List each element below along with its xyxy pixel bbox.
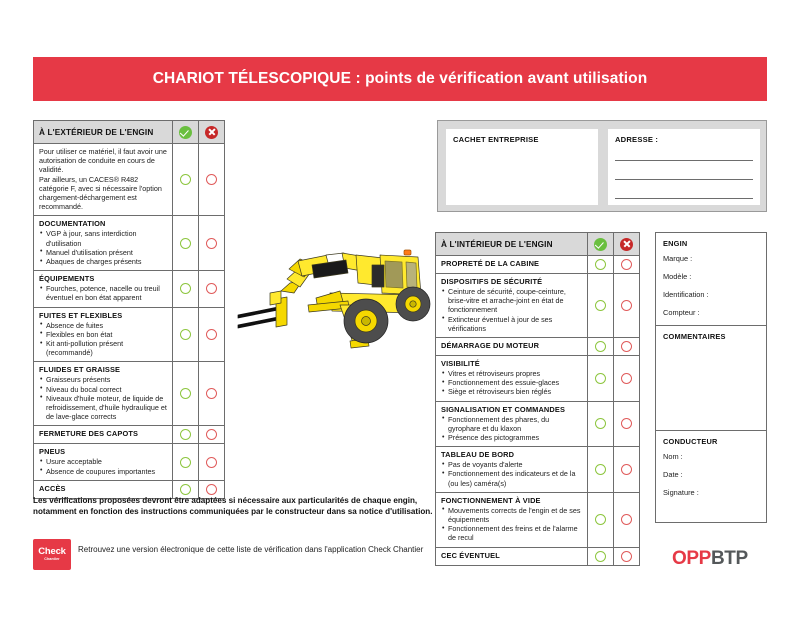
checklist-item: • Fonctionnement des essuie-glaces	[441, 378, 582, 387]
checkbox-ok[interactable]	[180, 457, 191, 468]
checklist-item: • Vitres et rétroviseurs propres	[441, 369, 582, 378]
engin-field-identification[interactable]: Identification :	[663, 290, 709, 299]
commentaires-card[interactable]	[655, 325, 767, 430]
checklist-item: • Fonctionnement des phares, du gyrophare et du klaxon	[441, 415, 582, 433]
checkbox-ok[interactable]	[180, 429, 191, 440]
checklist-row-items	[39, 321, 167, 358]
page-title-banner	[33, 57, 767, 101]
checklist-row	[436, 493, 639, 548]
checkbox-ok[interactable]	[180, 283, 191, 294]
checkbox-ok[interactable]	[595, 373, 606, 384]
page-title: CHARIOT TÉLESCOPIQUE : points de vérification avant utilisation	[152, 70, 648, 87]
checkbox-no[interactable]	[621, 464, 632, 475]
checklist-item: • Fonctionnement des freins et de l'alarme de recul	[441, 524, 582, 542]
checkbox-no-cell[interactable]	[198, 271, 224, 306]
checkbox-no-cell[interactable]	[613, 402, 639, 447]
checkbox-no[interactable]	[206, 329, 217, 340]
checklist-row-items	[441, 506, 582, 543]
checklist-row-items	[441, 415, 582, 443]
checkbox-no[interactable]	[206, 457, 217, 468]
check-chantier-logo	[33, 539, 71, 570]
checklist-row-content	[436, 338, 587, 355]
checkbox-no[interactable]	[206, 484, 217, 495]
checklist-row-content	[34, 362, 172, 425]
address-write-line	[615, 160, 753, 161]
checkbox-no-cell[interactable]	[613, 356, 639, 401]
checkbox-no-cell[interactable]	[198, 308, 224, 362]
conducteur-card	[655, 430, 767, 523]
checklist-item: • Pas de voyants d'alerte	[441, 460, 582, 469]
telehandler-illustration	[232, 243, 437, 355]
address-box[interactable]	[608, 129, 760, 205]
checkbox-no[interactable]	[621, 373, 632, 384]
commentaires-title: COMMENTAIRES	[663, 332, 726, 341]
checkbox-no[interactable]	[621, 514, 632, 525]
check-circle-icon	[179, 126, 192, 139]
checklist-row-content	[436, 256, 587, 273]
conducteur-title: CONDUCTEUR	[663, 437, 718, 446]
checklist-row-items	[39, 375, 167, 421]
checkbox-ok-cell[interactable]	[172, 362, 198, 425]
checklist-row	[436, 447, 639, 493]
checklist-item: • VGP à jour, sans interdiction d'utilisation	[39, 229, 167, 247]
checklist-row	[34, 271, 224, 307]
oppbtp-logo	[672, 548, 748, 570]
checkbox-no-cell[interactable]	[613, 256, 639, 273]
check-chantier-logo-line1: Check	[38, 546, 66, 557]
checkbox-ok-cell[interactable]	[587, 447, 613, 492]
checklist-row-content	[34, 216, 172, 270]
checkbox-ok[interactable]	[595, 464, 606, 475]
checkbox-no[interactable]	[621, 341, 632, 352]
checklist-row	[436, 402, 639, 448]
checklist-item: • Niveau du bocal correct	[39, 385, 167, 394]
checklist-row	[436, 338, 639, 356]
checklist-row-content	[436, 447, 587, 492]
checklist-item: • Présence des pictogrammes	[441, 433, 582, 442]
checkbox-no-cell[interactable]	[613, 493, 639, 547]
exterior-table-header	[34, 121, 224, 144]
checklist-row	[436, 548, 639, 565]
engin-field-modele[interactable]: Modèle :	[663, 272, 692, 281]
checkbox-ok-cell[interactable]	[587, 338, 613, 355]
footer-note: Les vérifications proposées devront être adaptées si nécessaire aux particularités de chaque engin, notamment en fonction des instructions communiquées par le constructeur dans sa notice d'utilisation.	[33, 496, 433, 517]
oppbtp-logo-grey: BTP	[710, 548, 748, 569]
oppbtp-logo-red: OPP	[672, 548, 711, 569]
checkbox-no[interactable]	[206, 174, 217, 185]
checklist-item: • Usure acceptable	[39, 457, 167, 466]
checkbox-no[interactable]	[621, 551, 632, 562]
checkbox-ok-cell[interactable]	[172, 308, 198, 362]
conducteur-field-nom[interactable]: Nom :	[663, 452, 683, 461]
checklist-row	[34, 216, 224, 271]
footer-app-text: Retrouvez une version électronique de cette liste de vérification dans l'application Check Chantier	[78, 545, 424, 554]
exterior-col-ok	[172, 121, 198, 143]
checklist-row-items	[39, 457, 167, 475]
checklist-row-title: ÉQUIPEMENTS	[39, 274, 95, 284]
checklist-item: • Niveaux d'huile moteur, de liquide de refroidissement, d'huile hydraulique et de lave-glace corrects	[39, 394, 167, 422]
checklist-row-paragraph: Pour utiliser ce matériel, il faut avoir une autorisation de conduite en cours de validité. Par ailleurs, un CACES® R482 catégorie F, avec si nécessaire l'option chargement-déchargement est recommandé.	[39, 147, 167, 212]
checkbox-ok-cell[interactable]	[587, 548, 613, 565]
checklist-row-title: DOCUMENTATION	[39, 219, 106, 229]
checkbox-no-cell[interactable]	[613, 548, 639, 565]
checkbox-no[interactable]	[206, 238, 217, 249]
engin-card	[655, 232, 767, 325]
interior-table-header	[436, 233, 639, 256]
checkbox-no[interactable]	[206, 388, 217, 399]
checklist-row-items	[39, 229, 167, 266]
exterior-checklist-table	[33, 120, 225, 499]
checklist-row	[34, 444, 224, 480]
checklist-row-title: FERMETURE DES CAPOTS	[39, 429, 139, 439]
address-write-line	[615, 198, 753, 199]
checklist-row	[34, 362, 224, 426]
checklist-item: • Fonctionnement des indicateurs et de la (ou les) caméra(s)	[441, 469, 582, 487]
engin-field-marque[interactable]: Marque :	[663, 254, 693, 263]
checklist-row-content	[34, 444, 172, 479]
checklist-row-title: FLUIDES ET GRAISSE	[39, 365, 121, 375]
checklist-row-title: FUITES ET FLEXIBLES	[39, 310, 123, 320]
conducteur-field-date[interactable]: Date :	[663, 470, 683, 479]
checklist-row	[436, 356, 639, 402]
checklist-row-title: FONCTIONNEMENT À VIDE	[441, 495, 541, 505]
checklist-row-content	[34, 144, 172, 215]
company-stamp-box[interactable]	[446, 129, 598, 205]
checklist-row	[34, 144, 224, 216]
checklist-item: • Graisseurs présents	[39, 375, 167, 384]
checkbox-no-cell[interactable]	[613, 274, 639, 337]
engin-title: ENGIN	[663, 239, 688, 248]
checklist-item: • Flexibles en bon état	[39, 330, 167, 339]
checklist-row-title: PROPRETÉ DE LA CABINE	[441, 259, 540, 268]
cross-circle-icon	[620, 238, 633, 251]
checkbox-ok[interactable]	[595, 418, 606, 429]
checkbox-ok[interactable]	[595, 551, 606, 562]
checklist-row	[436, 256, 639, 274]
checklist-row-content	[436, 274, 587, 337]
checkbox-ok-cell[interactable]	[172, 271, 198, 306]
checkbox-ok[interactable]	[180, 238, 191, 249]
checkbox-ok[interactable]	[595, 341, 606, 352]
checklist-row-content	[436, 356, 587, 401]
checklist-row-content	[436, 402, 587, 447]
checkbox-ok[interactable]	[595, 259, 606, 270]
checklist-row-content	[34, 426, 172, 443]
checklist-row-content	[436, 493, 587, 547]
interior-col-no	[613, 233, 639, 255]
checkbox-ok[interactable]	[595, 514, 606, 525]
checkbox-no-cell[interactable]	[198, 216, 224, 270]
interior-checklist-table	[435, 232, 640, 566]
checklist-item: • Manuel d'utilisation présent	[39, 248, 167, 257]
checkbox-ok[interactable]	[180, 174, 191, 185]
checkbox-ok-cell[interactable]	[172, 144, 198, 215]
checkbox-ok-cell[interactable]	[587, 256, 613, 273]
checkbox-ok-cell[interactable]	[172, 216, 198, 270]
checklist-item: • Absence de fuites	[39, 321, 167, 330]
checkbox-ok[interactable]	[180, 388, 191, 399]
checklist-row-title: TABLEAU DE BORD	[441, 450, 515, 460]
stamp-address-panel	[437, 120, 767, 212]
checklist-row-content	[34, 308, 172, 362]
checkbox-no-cell[interactable]	[198, 144, 224, 215]
checkbox-ok-cell[interactable]	[587, 493, 613, 547]
checkbox-ok-cell[interactable]	[172, 444, 198, 479]
checklist-row-title: DISPOSITIFS DE SÉCURITÉ	[441, 277, 543, 286]
checklist-item: • Kit anti-pollution présent (recommandé)	[39, 339, 167, 357]
engin-field-compteur[interactable]: Compteur :	[663, 308, 700, 317]
checkbox-no[interactable]	[206, 283, 217, 294]
checklist-row-title: CEC ÉVENTUEL	[441, 550, 500, 560]
checkbox-ok[interactable]	[180, 484, 191, 495]
address-write-line	[615, 179, 753, 180]
checkbox-no-cell[interactable]	[198, 444, 224, 479]
check-chantier-logo-line2: Chantier	[44, 557, 60, 561]
vehicle-info-column	[655, 232, 767, 523]
check-circle-icon	[594, 238, 607, 251]
conducteur-field-signature[interactable]: Signature :	[663, 488, 699, 497]
checklist-row-title: PNEUS	[39, 447, 66, 457]
checkbox-no[interactable]	[621, 259, 632, 270]
exterior-table-header-label: À L'EXTÉRIEUR DE L'ENGIN	[39, 127, 154, 137]
checklist-row	[34, 426, 224, 444]
checklist-row-title: DÉMARRAGE DU MOTEUR	[441, 341, 540, 351]
checkbox-ok-cell[interactable]	[587, 356, 613, 401]
interior-col-ok	[587, 233, 613, 255]
checkbox-no[interactable]	[206, 429, 217, 440]
checkbox-no-cell[interactable]	[198, 426, 224, 443]
checklist-row-content	[436, 548, 587, 565]
checkbox-no[interactable]	[621, 300, 632, 311]
checklist-row-items	[39, 284, 167, 302]
checklist-item: • Ceinture de sécurité, coupe-ceinture, brise-vitre et arrache-joint en état de fonctionnement	[441, 287, 582, 315]
checklist-item: • Abaques de charges présents	[39, 257, 167, 266]
checklist-row	[436, 274, 639, 338]
checkbox-no-cell[interactable]	[613, 338, 639, 355]
checkbox-ok-cell[interactable]	[587, 274, 613, 337]
checkbox-no-cell[interactable]	[613, 447, 639, 492]
checkbox-no-cell[interactable]	[198, 362, 224, 425]
cross-circle-icon	[205, 126, 218, 139]
checklist-item: • Absence de coupures importantes	[39, 467, 167, 476]
address-label: ADRESSE :	[615, 135, 659, 144]
exterior-col-no	[198, 121, 224, 143]
checklist-row-items	[441, 369, 582, 397]
checklist-row-title: VISIBILITÉ	[441, 359, 480, 369]
checklist-row-title: ACCÈS	[39, 483, 66, 493]
checklist-item: • Extincteur éventuel à jour de ses vérifications	[441, 315, 582, 333]
checkbox-no[interactable]	[621, 418, 632, 429]
interior-table-header-label: À L'INTÉRIEUR DE L'ENGIN	[441, 239, 553, 249]
checklist-item: • Siège et rétroviseurs bien réglés	[441, 387, 582, 396]
checklist-row-title: SIGNALISATION ET COMMANDES	[441, 404, 566, 414]
checkbox-ok-cell[interactable]	[587, 402, 613, 447]
checkbox-ok[interactable]	[180, 329, 191, 340]
company-stamp-label: CACHET ENTREPRISE	[453, 135, 539, 144]
checklist-row-items	[441, 460, 582, 488]
checklist-row	[34, 308, 224, 363]
checklist-item: • Fourches, potence, nacelle ou treuil éventuel en bon état apparent	[39, 284, 167, 302]
checklist-row-content	[34, 271, 172, 306]
checkbox-ok-cell[interactable]	[172, 426, 198, 443]
checkbox-ok[interactable]	[595, 300, 606, 311]
checklist-item: • Mouvements corrects de l'engin et de ses équipements	[441, 506, 582, 524]
checklist-row-items	[441, 287, 582, 333]
